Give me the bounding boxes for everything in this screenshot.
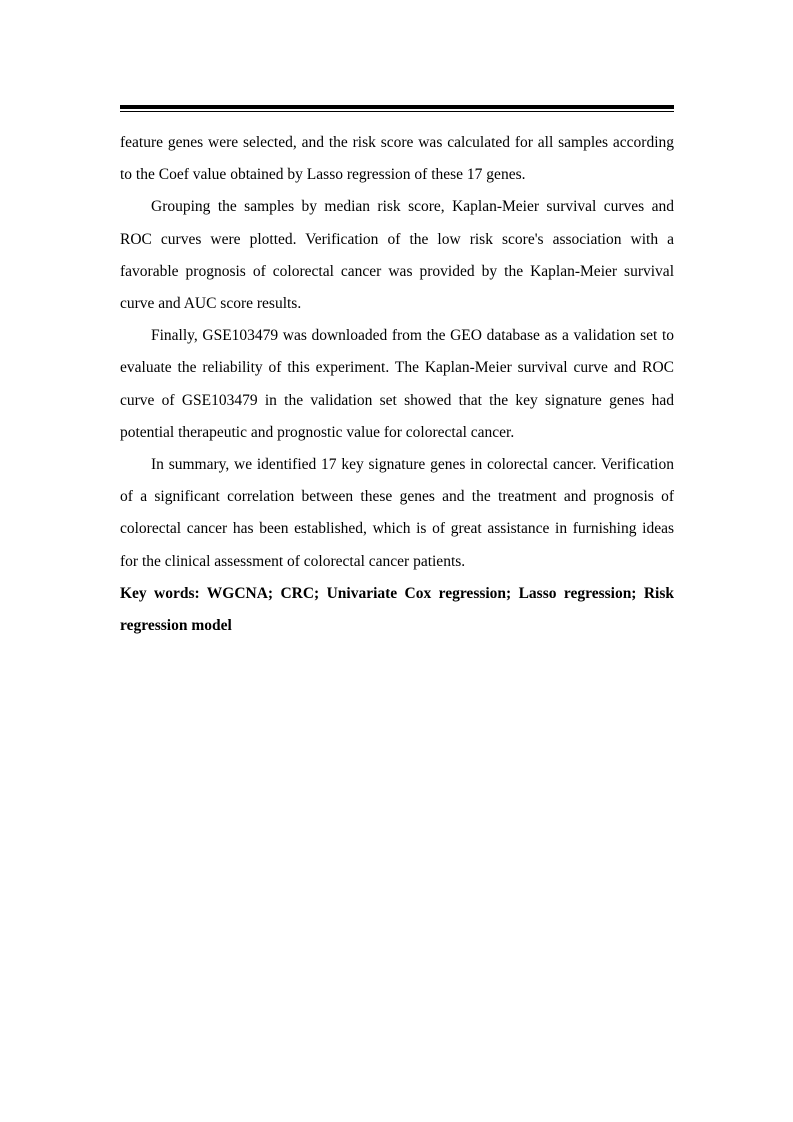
keywords: Key words: WGCNA; CRC; Univariate Cox regression; Lasso regression; Risk regression model	[120, 584, 674, 635]
header-rule-thick	[120, 105, 674, 109]
header-rule	[120, 105, 674, 112]
paragraph-4: In summary, we identified 17 key signature genes in colorectal cancer. Verification of a significant correlation between these genes and the treatment and prognosis of colorectal cancer has been established, which is of great assistance in furnishing ideas for the clinical assessment of colorectal cancer patients.	[120, 456, 674, 570]
paragraph-1: feature genes were selected, and the risk score was calculated for all samples according to the Coef value obtained by Lasso regression of these 17 genes.	[120, 134, 674, 184]
paragraph-3: Finally, GSE103479 was downloaded from the GEO database as a validation set to evaluate the reliability of this experiment. The Kaplan-Meier survival curve and ROC curve of GSE103479 in the validation set showed that the key signature genes had potential therapeutic and prognostic value for colorectal cancer.	[120, 327, 674, 441]
paragraph-2: Grouping the samples by median risk score, Kaplan-Meier survival curves and ROC curves were plotted. Verification of the low risk score's association with a favorable prognosis of colorectal cancer was provided by the Kaplan-Meier survival curve and AUC score results.	[120, 198, 674, 313]
abstract-body	[120, 127, 674, 642]
header-rule-thin	[120, 111, 674, 112]
